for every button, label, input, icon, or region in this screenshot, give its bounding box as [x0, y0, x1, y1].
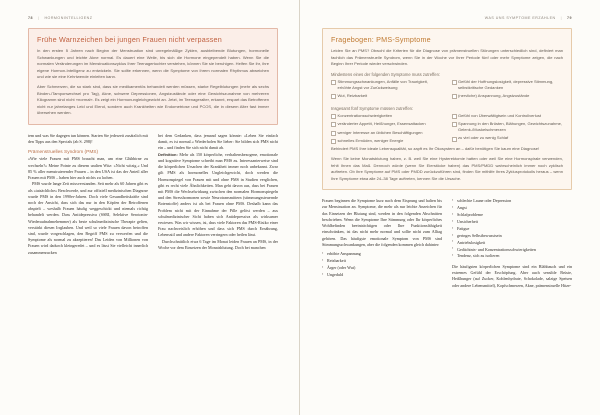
right-running-head — [322, 14, 572, 22]
questionnaire-outro-paragraph: Wenn Sie keine Monatsblutung haben, z. B. weil Sie eine Hysterektomie hatten oder weil Sie eine Hormonspirale verwenden, fehlt Ihnen das Maß. Dennoch würde (wenn Sie Eierstöcke haben) das PMS/PMDD wahrscheinlich immer noch zyklisch auftreten. Ob Ihre Symptome auf PMS oder PMDD zurückzuführen sind, finden Sie mithilfe Ihres Zyklusprotokolls heraus – wenn Ihre Symptome etwa alle 24–38 Tage auftreten, kennen Sie die Ursache. — [331, 156, 563, 181]
right-folio: 79 — [567, 16, 572, 20]
questionnaire-outro-paragraph: Behindert PMS Ihre ideale Lebensqualität, so zapft es Ihr Ökosystem an – dafür benötigen Sie kaum eine Diagnose! — [331, 146, 540, 151]
checkbox-item[interactable]: zu viel oder zu wenig Schlaf — [452, 135, 564, 141]
body-paragraph: Frauen beginnen die Symptome kurz nach dem Eisprung und halten bis zur Menstruation an. Symptome, die mehr als nur leichte Anzeichen für das Einsetzen der Blutung sind, werden in den folgenden Abschnitten beschrieben. Wenn die Symptome Ihre Stimmung oder Ihr körperliches Wohlbefinden beeinträchtigen oder Ihre Funktionsfähigkeit einschränken, ist das nicht mehr normal und sollte nicht zum Alltag gehören. Das häufigste emotionale Symptom von PMS sind Stimmungsschwankungen, aber die folgenden kommen gleich dahinter: — [322, 198, 442, 247]
definition-text: Mehr als 150 körperliche, verhaltensbezogene, emotionale und kognitive Symptome schreibt man PMS zu. Interessanterweise sind die körperlichen Ursachen der Krankheit immer noch unbekannt. Zwar gilt PMS als hormonelles Ungleichgewicht, doch werden die Hormonspiegel von Frauen mit und ohne PMS in Studien verglichen, gibt es recht viele Ähnlichkeiten. Man geht davon aus, dass bei Frauen mit PMS die Wechselwirkung zwischen den normalen Hormonspiegeln und den Stresshormonen sowie Neurotransmittern (stimmungssteuernde Botenstoffe) anders ist als bei Frauen ohne PMS. Deshalb kann das Problem nicht mit der Einnahme der Pille gelöst werden – aus schulmedizinischer Sicht haben sich Antidepressiva als wirksamer erwiesen. Was wir wissen, ist, dass viele Faktoren das PMS-Risiko einer Frau nachweislich erhöhen und dass sich PMS durch Ernährung, Lebensstil und andere Faktoren verringern oder heilen lässt. — [158, 151, 278, 238]
questionnaire-group-two — [331, 113, 563, 146]
bullet-item: ▪ Unsicherheit — [452, 219, 572, 225]
checkbox-item[interactable]: Gefühl der Hoffnungslosigkeit, depressive Stimmung, selbstkritische Gedanken — [452, 79, 564, 91]
definition-label: Definition: — [158, 151, 178, 157]
left-runhead-title: HORMONINTELLIGENZ — [44, 16, 93, 20]
bullet-item: ▪ Antriebslosigkeit — [452, 240, 572, 246]
questionnaire-heading: Fragebogen: PMS-Symptome — [331, 35, 431, 44]
bullet-item: ▪ Reizbarkeit — [322, 258, 442, 264]
checkbox-item[interactable]: Spannung in den Brüsten, Blähungen, Gewichtszunahme, Gelenk-/Muskelschmerzen — [452, 121, 564, 133]
bullet-item: ▪ Tendenz, sich zu isolieren — [452, 253, 572, 259]
bullet-item: ▪ Ungeduld — [322, 272, 442, 278]
bullet-item: ▪ Gedächtnis- und Konzentrationsschwierigkeiten — [452, 247, 572, 253]
warning-callout-heading: Frühe Warnzeichen bei jungen Frauen nicht verpassen — [37, 35, 222, 44]
left-folio: 78 — [28, 16, 33, 20]
left-runhead-separator: | — [38, 16, 40, 20]
warning-callout-paragraph: In den ersten 5 Jahren nach Beginn der Menstruation sind unregelmäßige Zyklen, ausbleibende Blutungen, hormonelle Schwankungen und leichte Akne normal. Es dauert eine Weile, bis sich die Hormone eingependelt haben. Wenn Sie die normalen Veränderungen im Menstruationszyklus Ihrer Teenagertochter verstehen, können Sie sie beruhigen. Helfen Sie ihr, ihre eigene Hormon-Intelligenz zu entwickeln. Sie sollte erkennen, wenn die Symptome von ihrem normalen Rhythmus abweichen und wie sie eine Kehrtwende einleiten kann. — [37, 48, 269, 80]
left-column-two — [158, 133, 278, 256]
questionnaire-group-one-label: Mindestens eines der folgenden Symptome muss zutreffen: — [331, 71, 441, 77]
questionnaire-callout-box — [322, 28, 572, 190]
bullet-item: ▪ geringes Selbstbewusstsein — [452, 233, 572, 239]
checkbox-item[interactable]: Konzentrationsschwierigkeiten — [331, 113, 443, 119]
checkbox-item[interactable]: schnelles Ermüden, weniger Energie — [331, 138, 443, 144]
bullet-item: ▪ Fatigue — [452, 226, 572, 232]
bullet-item: ▪ Schlafprobleme — [452, 212, 572, 218]
body-paragraph: Durchschnittlich etwa 6 Tage im Monat leiden Frauen an PMS, in der Woche vor dem Einsetzen der Monatsblutung. Doch bei manchen — [158, 238, 278, 250]
continuation-paragraph: bei dem Gedanken, dass jemand sagen könnte: »Leben Sie einfach damit, es ist normal.« Wiederholen Sie lieber: Sie bilden sich PMS nicht ein – und finden Sie sich nicht damit ab. — [158, 132, 278, 151]
right-runhead-title: WAS UNS SYMPTOME ERZÄHLEN — [484, 16, 556, 20]
bullet-item: ▪ schlechte Laune oder Depression — [452, 198, 572, 204]
checklist-group-one-right — [452, 79, 564, 101]
body-paragraph: PMS wurde lange Zeit missverstanden. Seit mehr als 60 Jahren gibt es als »tatsächliche« Beschwerde, und zur offiziell medizinischen Diagnose wurde PMS in den 1990er-Jahren. Doch viele Gesundheitskräfte sind noch der Ansicht, dass sich das nur in den Köpfen der Betroffenen abspielt – weshalb Frauen häufig weggeschickt und niemals richtig behandelt werden. Dass Antidepressiva (SSRI, Selektive Serotonin-Wiederaufnahmehemmer) als beste schulmedizinische Therapie gelten, verstärkt diesen Irrglauben. Und weil so viele Frauen davon betroffen sind, wurde vorgeschlagen, den Begriff PMS zu verwerfen und die Symptome als normal zu akzeptieren! Das Leiden von Millionen von Frauen wird dadurch kleingeredet – und es lässt Sie vielleicht innerlich zusammenrucken — [28, 181, 148, 255]
symptom-bullet-list-right — [452, 198, 572, 259]
right-runhead-separator: | — [560, 16, 562, 20]
right-body-columns — [322, 198, 572, 289]
questionnaire-intro: Leiden Sie an PMS? Obwohl die Kriterien für die Diagnose von prämenstruellen Störungen unterschiedlich sind, definiert man fachlich das Prämenstruelle Syndrom, wenn Sie in der Woche vor Ihrer Periode fünf oder mehr Symptome zeigen, die nach Beginn Ihrer Periode wieder verschwinden. — [331, 48, 563, 67]
left-running-head — [28, 14, 278, 22]
checkbox-item[interactable]: (nervliche) Anspannung, Angstzustände — [452, 93, 564, 99]
body-paragraph: Die häufigsten körperlichen Symptome sind ein Blähbauch und ein extremes Gefühl der Erschöpfung. Aber auch sensible Brüste, Heißhunger (auf Zucker, Kohlenhydrate, Schokolade, salzige Speisen oder andere Lebensmittel), Kopfschmerzen, Akne, prämenstruelle Hitze- — [452, 263, 572, 288]
checkbox-item[interactable]: Stimmungsschwankungen, Anfälle von Traurigkeit, erhöhte Angst vor Zurückweisung — [331, 79, 443, 91]
warning-callout-paragraph: Aber Schmerzen, die so stark sind, dass sie medikamentös behandelt werden müssen, starke Regelblutungen (mehr als sechs Binden-/Tamponwechsel pro Tag), Akne, schwere Depressionen, Angstzustände oder eine Gewichtszunahme von mehreren Kilogramm sind nicht »normal«. Es zeigt ein Hormonungleichgewicht an. Jetzt, im Teenageralter, erkannt, erspart das Betroffenen nicht nur jahrelanges Leid und Elend, sondern auch Krankheiten wie Endometriose und PCOS, die in diesem Alter fast immer übersehen werden. — [37, 84, 269, 116]
bullet-item: ▪ erhöhte Anspannung — [322, 251, 442, 257]
questionnaire-group-two-label: Insgesamt fünf Symptome müssen zutreffen: — [331, 105, 414, 111]
checklist-group-two-right — [452, 113, 564, 146]
checkbox-item[interactable]: veränderter Appetit, Heißhunger, Essensattacken — [331, 121, 443, 127]
definition-paragraph — [158, 152, 278, 239]
checkbox-item[interactable]: Gefühl von Überwältigtsein und Kontrollverlust — [452, 113, 564, 119]
questionnaire-group-one — [331, 79, 563, 101]
right-page — [300, 0, 600, 415]
checklist-group-two-left — [331, 113, 443, 146]
right-column-one — [322, 198, 442, 289]
body-paragraph: »Wie viele Frauen mit PMS braucht man, um eine Glühbirne zu wechseln?« Meine Pointe zu diesem uralten Witz: »Nicht witzig.« Und 85 % aller menstruierender Frauen – in den USA ist das der Anteil aller Frauen mit PMS – haben hier auch nichts zu lachen. — [28, 156, 148, 181]
bullet-item: ▪ Angst — [452, 205, 572, 211]
symptom-bullet-list-left — [322, 251, 442, 278]
right-column-two — [452, 198, 572, 289]
checklist-group-one-left — [331, 79, 443, 101]
checkbox-item[interactable]: Wut, Reizbarkeit — [331, 93, 443, 99]
warning-callout-box — [28, 28, 278, 125]
left-body-columns — [28, 133, 278, 256]
checkbox-item[interactable]: weniger Interesse an üblichen Beschäftigungen — [331, 130, 443, 136]
left-column-one — [28, 133, 148, 256]
section-heading-pms: Prämenstruelles Syndrom (PMS) — [28, 150, 99, 156]
bullet-item: ▪ Ärger (oder Wut) — [322, 265, 442, 271]
continuation-paragraph: tem und was Sie dagegen tun können. Starten Sie jederzeit zusätzlich mit den Tipps aus den Specials (ab S. 298)! — [28, 132, 148, 145]
